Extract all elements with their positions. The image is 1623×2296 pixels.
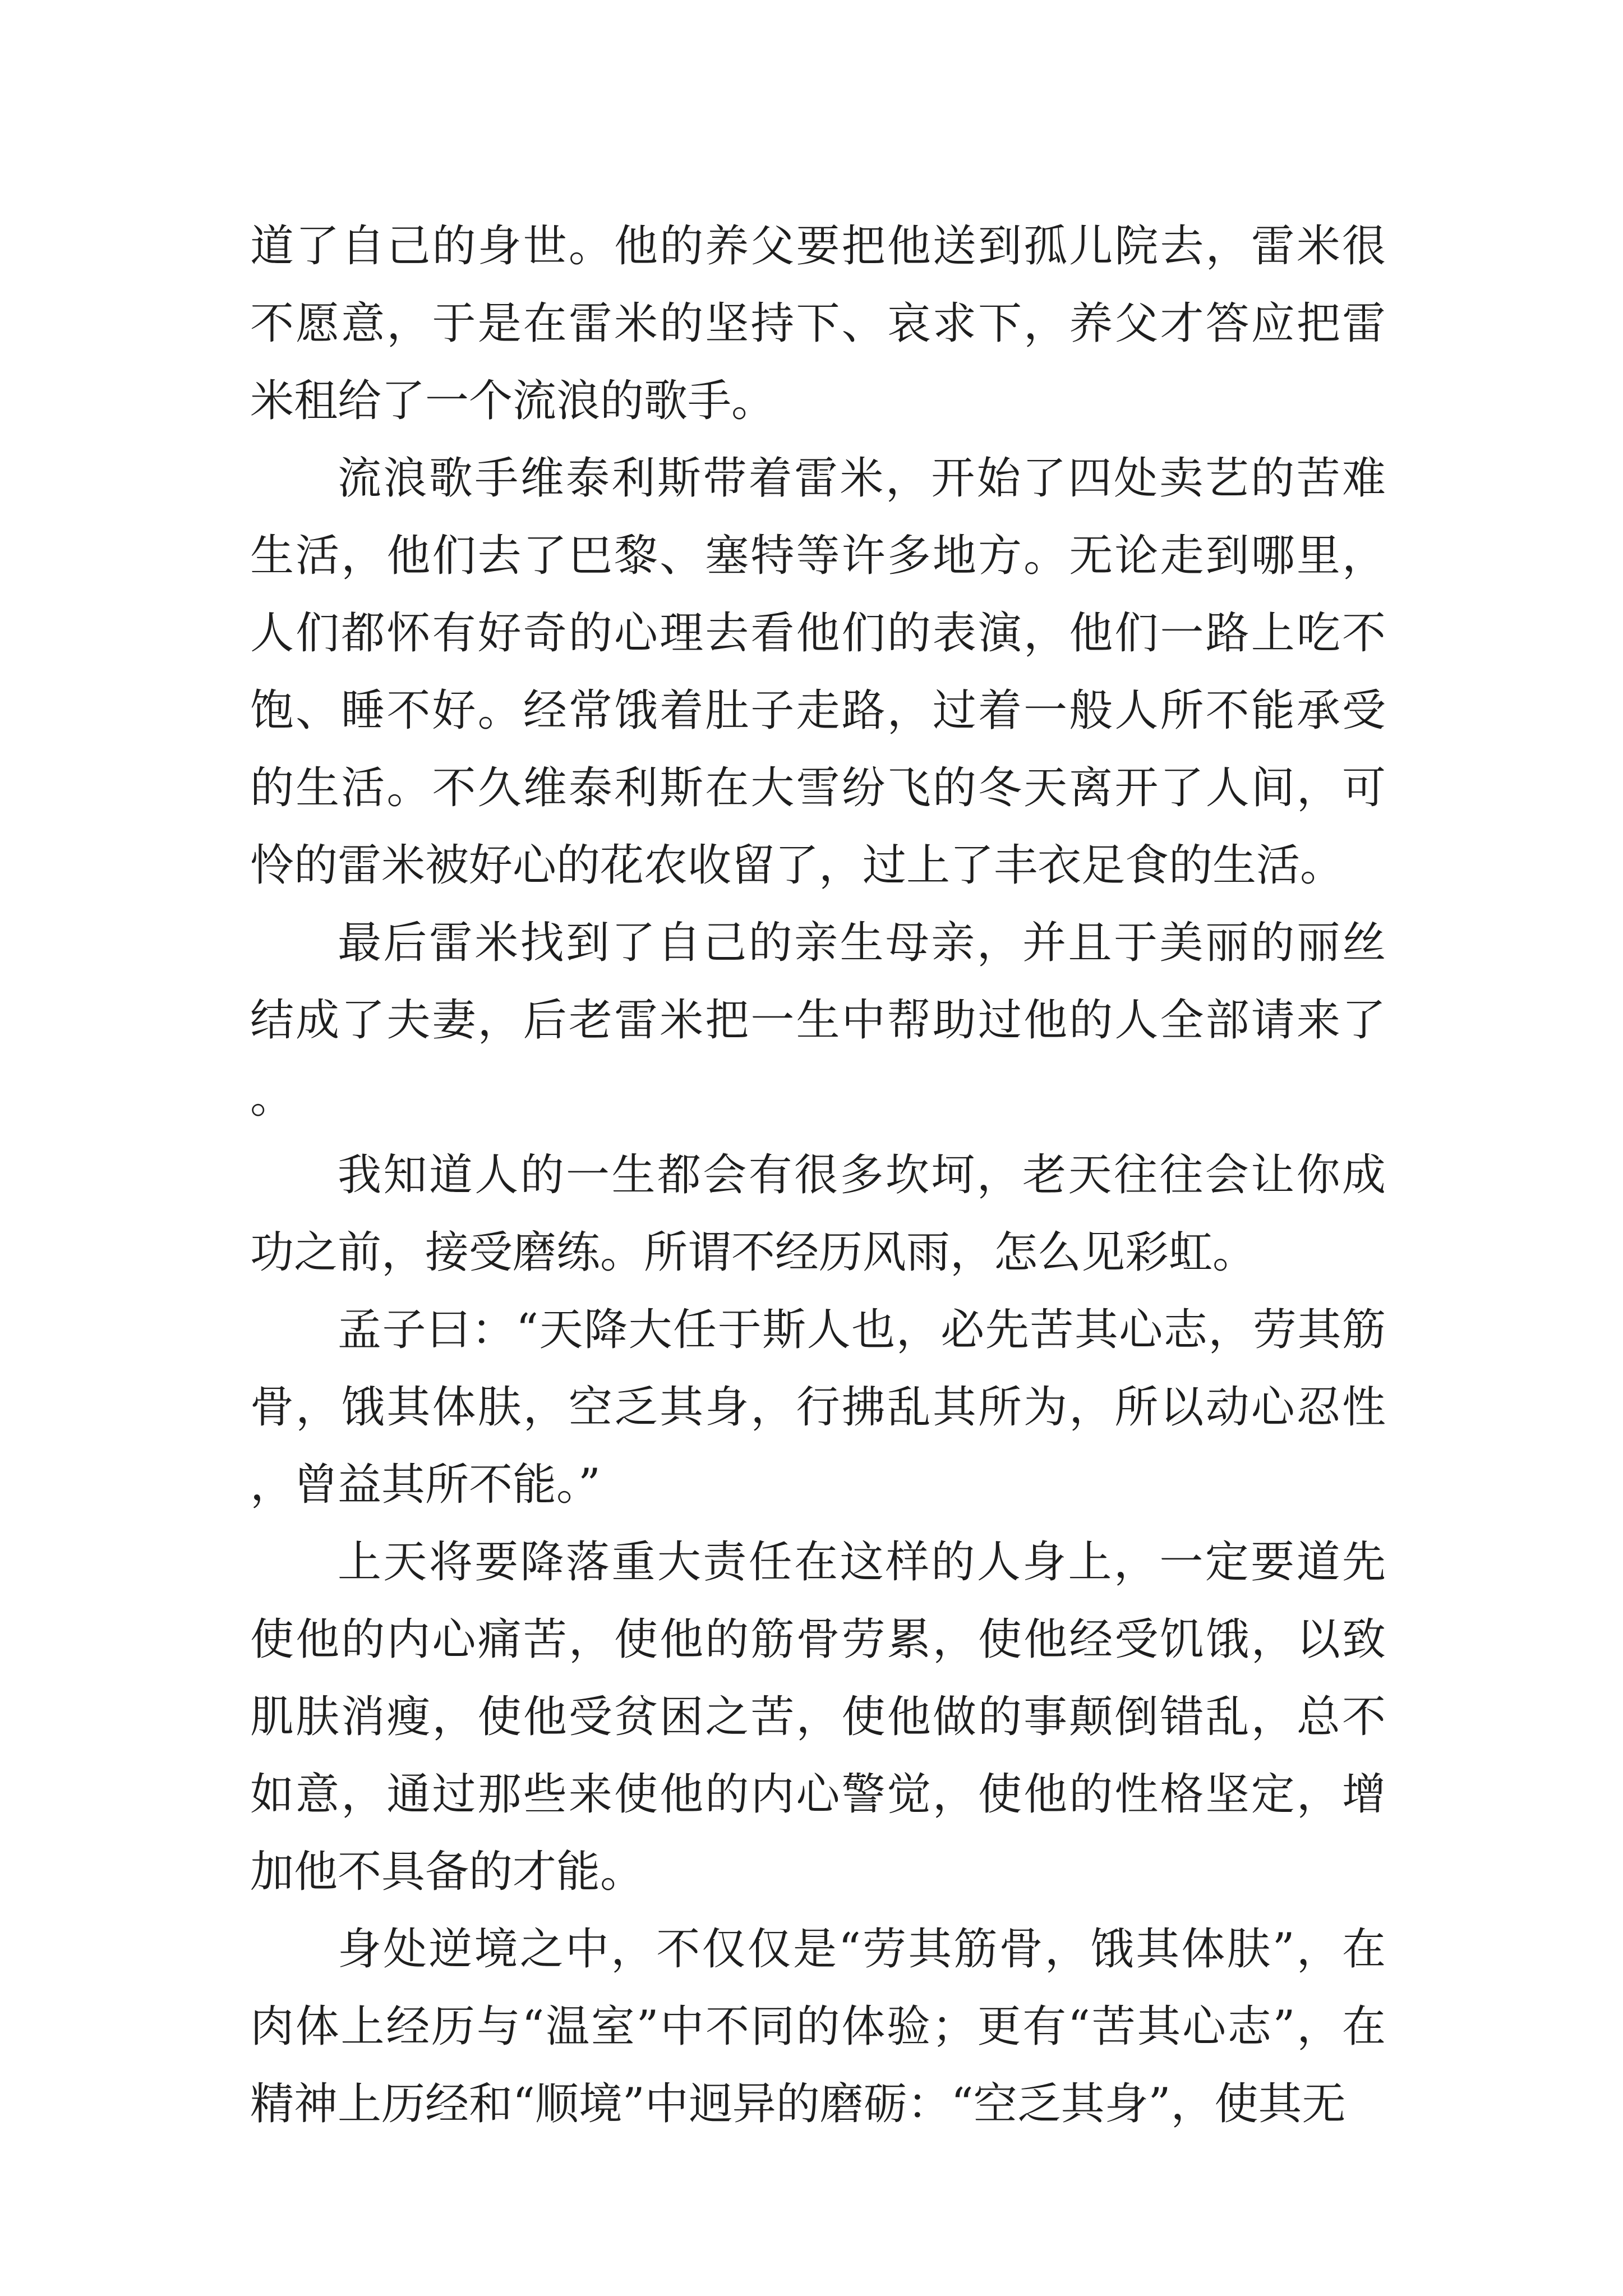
document-body <box>250 208 1386 2143</box>
paragraph-2: 流浪歌手维泰利斯带着雷米，开始了四处卖艺的苦难生活，他们去了巴黎、塞特等许多地方。无论走到哪里，人们都怀有好奇的心理去看他们的表演，他们一路上吃不饱、睡不好。经常饿着肚子走路，过着一般人所不能承受的生活。不久维泰利斯在大雪纷飞的冬天离开了人间，可怜的雷米被好心的花农收留了，过上了丰衣足食的生活。 <box>250 453 1386 891</box>
paragraph-5: 孟子曰：“天降大任于斯人也，必先苦其心志，劳其筋骨，饿其体肤，空乏其身，行拂乱其所为，所以动心忍性，曾益其所不能。” <box>250 1305 1386 1510</box>
paragraph-3: 最后雷米找到了自己的亲生母亲，并且于美丽的丽丝结成了夫妻，后老雷米把一生中帮助过他的人全部请来了。 <box>250 918 1386 1123</box>
paragraph-4: 我知道人的一生都会有很多坎坷，老天往往会让你成功之前，接受磨练。所谓不经历风雨，怎么见彩虹。 <box>250 1150 1386 1278</box>
paragraph-6: 上天将要降落重大责任在这样的人身上，一定要道先使他的内心痛苦，使他的筋骨劳累，使他经受饥饿，以致肌肤消瘦，使他受贫困之苦，使他做的事颠倒错乱，总不如意，通过那些来使他的内心警觉，使他的性格坚定，增加他不具备的才能。 <box>250 1537 1386 1897</box>
paragraph-7: 身处逆境之中，不仅仅是“劳其筋骨，饿其体肤”，在肉体上经历与“温室”中不同的体验；更有“苦其心志”，在精神上历经和“顺境”中迥异的磨砺：“空乏其身”，使其无 <box>250 1924 1386 2129</box>
paragraph-1: 道了自己的身世。他的养父要把他送到孤儿院去，雷米很不愿意，于是在雷米的坚持下、哀求下，养父才答应把雷米租给了一个流浪的歌手。 <box>250 221 1386 426</box>
